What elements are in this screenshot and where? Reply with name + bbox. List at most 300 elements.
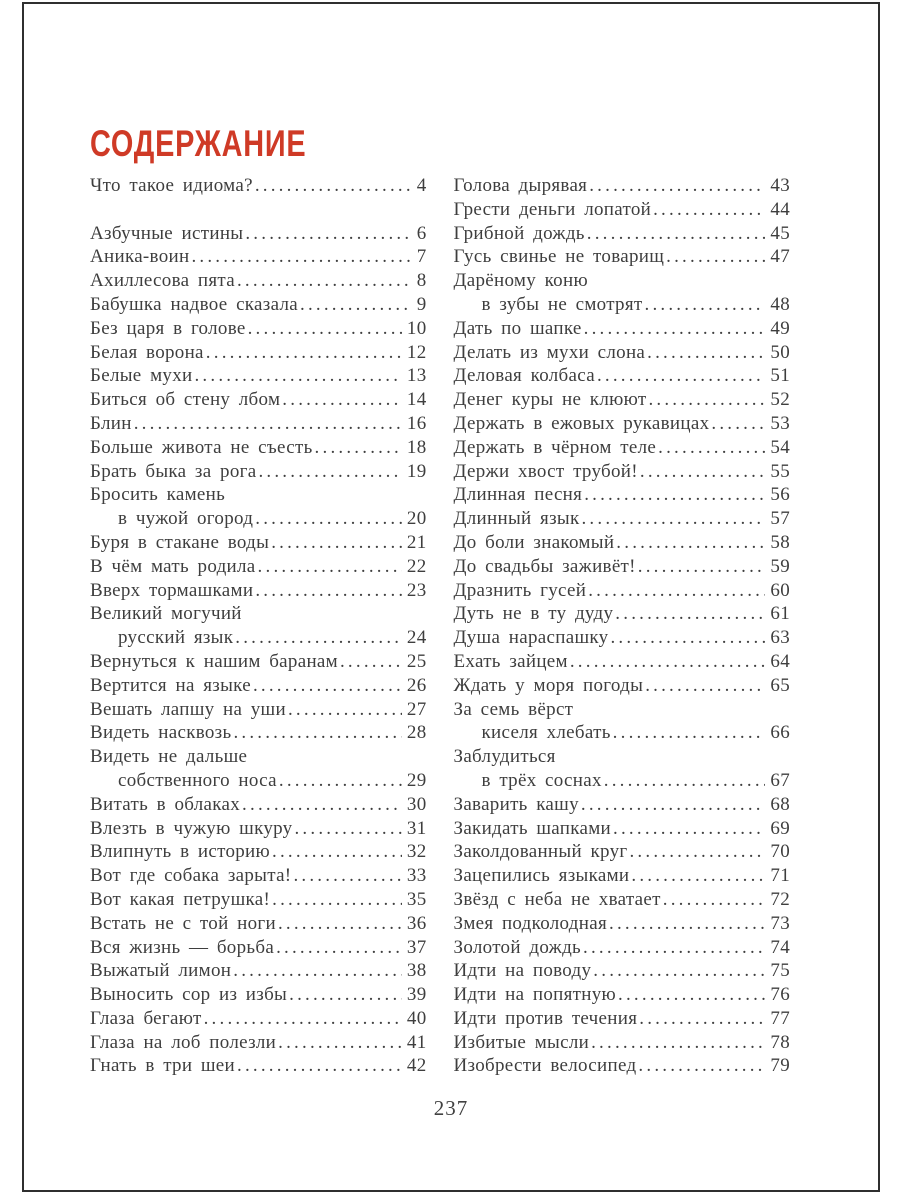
entry-page-number: 14 [406, 389, 427, 411]
toc-entry-line [90, 483, 427, 507]
toc-entry-line [454, 912, 791, 936]
entry-page-number: 43 [770, 175, 790, 196]
entry-page-number: 55 [770, 460, 790, 482]
entry-title: Брать быка за рога [90, 460, 257, 482]
dot-leader [613, 817, 765, 841]
entry-title: русский язык [118, 627, 234, 649]
toc-entry [90, 650, 427, 674]
entry-title: Встать не с той ноги [90, 912, 276, 934]
toc-entry-line [454, 245, 791, 269]
toc-entry-line [90, 341, 427, 365]
entry-page-number: 12 [406, 341, 427, 363]
entry-title: Влипнуть в историю [90, 841, 271, 863]
entry-page-number: 22 [406, 555, 427, 577]
toc-entry-line [90, 222, 427, 246]
dot-leader [597, 364, 765, 388]
entry-page-number: 35 [406, 888, 427, 910]
dot-leader [589, 174, 765, 198]
toc-entry-line [90, 936, 427, 960]
entry-title: Гнать в три шеи [90, 1055, 235, 1077]
dot-leader [648, 388, 765, 412]
entry-title: Держать в чёрном теле [453, 436, 657, 458]
entry-title: Заблудиться [453, 746, 556, 768]
entry-title: Грести деньги лопатой [453, 198, 652, 220]
toc-entry [454, 840, 791, 864]
toc-entry [90, 1054, 427, 1078]
dot-leader [631, 864, 765, 888]
toc-entry-line [90, 864, 427, 888]
entry-title: Вот где собака зарыта! [90, 865, 292, 887]
dot-leader [134, 412, 402, 436]
dot-leader [593, 959, 765, 983]
entry-page-number: 73 [770, 912, 790, 934]
dot-leader [289, 983, 402, 1007]
entry-page-number: 65 [770, 674, 790, 696]
toc-entry [454, 817, 791, 841]
entry-page-number: 18 [406, 436, 427, 458]
toc-entry-line [454, 769, 791, 793]
entry-page-number: 75 [770, 960, 790, 982]
toc-entry-line [90, 817, 427, 841]
toc-entry-line [90, 769, 427, 793]
entry-title: Влезть в чужую шкуру [90, 817, 293, 839]
entry-title: Идти против течения [453, 1007, 638, 1029]
toc-entry [90, 436, 427, 460]
entry-page-number: 76 [770, 984, 790, 1006]
entry-page-number: 10 [406, 317, 427, 339]
entry-page-number: 61 [770, 603, 790, 625]
dot-leader [711, 412, 765, 436]
toc-entry-line [90, 245, 427, 269]
entry-page-number: 16 [406, 412, 427, 434]
entry-title: Змея подколодная [453, 912, 608, 934]
toc-entry-line [454, 674, 791, 698]
toc-entry-line [454, 1031, 791, 1055]
entry-title: Ждать у моря погоды [453, 674, 644, 696]
toc-entry-line [90, 959, 427, 983]
entry-title: Буря в стакане воды [90, 531, 270, 553]
entry-title: Великий могучий [90, 603, 242, 625]
entry-page-number: 25 [406, 650, 427, 672]
toc-entry [454, 198, 791, 222]
entry-title: Бабушка надвое сказала [90, 293, 298, 315]
dot-leader [645, 293, 766, 317]
toc-entry-line [454, 364, 791, 388]
entry-page-number: 28 [406, 722, 427, 744]
toc-entry-line [454, 317, 791, 341]
entry-title: Вверх тормашками [90, 579, 254, 601]
toc-entry [454, 959, 791, 983]
toc-entry [90, 1031, 427, 1055]
entry-page-number: 36 [406, 912, 427, 934]
entry-title: Аника-воин [90, 246, 190, 268]
entry-page-number: 32 [406, 841, 427, 863]
toc-entry-line [90, 364, 427, 388]
toc-entry [90, 579, 427, 603]
entry-title: Вешать лапшу на уши [90, 698, 286, 720]
toc-entry-line [454, 555, 791, 579]
toc-entry [90, 174, 427, 198]
toc-entry [454, 364, 791, 388]
toc-entry [454, 626, 791, 650]
dot-leader [300, 293, 412, 317]
dot-leader [610, 626, 765, 650]
toc-entry-line [454, 793, 791, 817]
toc-entry [90, 912, 427, 936]
dot-leader [584, 483, 765, 507]
dot-leader [279, 769, 402, 793]
entry-page-number: 51 [770, 365, 790, 387]
dot-leader [255, 174, 412, 198]
toc-entry-line [90, 912, 427, 936]
entry-page-number: 70 [770, 841, 790, 863]
entry-page-number: 52 [770, 389, 790, 411]
toc-entry [454, 269, 791, 317]
entry-title: В чём мать родила [90, 555, 256, 577]
dot-leader [583, 936, 765, 960]
entry-title: Длинный язык [453, 508, 580, 530]
toc-entry [454, 222, 791, 246]
entry-page-number: 59 [770, 555, 790, 577]
dot-leader [255, 507, 402, 531]
dot-leader [639, 1007, 765, 1031]
entry-title: Видеть не дальше [90, 746, 248, 768]
dot-leader [591, 1031, 765, 1055]
entry-title: Что такое идиома? [90, 175, 253, 196]
entry-page-number: 44 [770, 198, 790, 220]
toc-entry [454, 436, 791, 460]
toc-entry [90, 745, 427, 793]
toc-entry [454, 674, 791, 698]
toc-entry-line [90, 674, 427, 698]
dot-leader [653, 198, 765, 222]
toc-entry-line [90, 745, 427, 769]
dot-leader [581, 507, 765, 531]
dot-leader [242, 793, 402, 817]
toc-entry-line [454, 412, 791, 436]
toc-entry-line [454, 840, 791, 864]
toc-entry [90, 341, 427, 365]
dot-leader [640, 460, 766, 484]
toc-entry [90, 364, 427, 388]
entry-page-number: 39 [406, 984, 427, 1006]
dot-leader [282, 388, 402, 412]
toc-entry [90, 721, 427, 745]
toc-entry [454, 483, 791, 507]
dot-leader [645, 674, 765, 698]
entry-title: Больше живота не съесть [90, 436, 313, 458]
entry-page-number: 21 [406, 531, 427, 553]
toc-entry-line [90, 317, 427, 341]
entry-title: Дуть не в ту дуду [453, 603, 614, 625]
entry-title: Без царя в голове [90, 317, 246, 339]
entry-title: Держать в ежовых рукавицах [453, 412, 710, 434]
dot-leader [237, 269, 412, 293]
toc-entry [90, 793, 427, 817]
toc-entry [454, 698, 791, 746]
toc-entry [90, 245, 427, 269]
entry-page-number: 33 [406, 865, 427, 887]
toc-entry-line [90, 507, 427, 531]
toc-entry [454, 1054, 791, 1078]
dot-leader [666, 245, 765, 269]
dot-leader [613, 721, 766, 745]
toc-entry [454, 888, 791, 912]
entry-title: До боли знакомый [453, 531, 615, 553]
entry-title: Ехать зайцем [453, 650, 568, 672]
toc-column-left [90, 174, 427, 1078]
toc-entry [454, 174, 791, 198]
toc-entry-line [454, 936, 791, 960]
entry-title: Длинная песня [453, 484, 583, 506]
entry-title: Блин [90, 412, 132, 434]
entry-page-number: 29 [406, 769, 427, 791]
dot-leader [233, 959, 402, 983]
toc-entry-line [454, 269, 791, 293]
dot-leader [276, 936, 402, 960]
toc-column-right [454, 174, 791, 1078]
entry-page-number: 26 [406, 674, 427, 696]
toc-entry [90, 817, 427, 841]
dot-leader [278, 1031, 402, 1055]
toc-entry [454, 602, 791, 626]
toc-entry-line [90, 1007, 427, 1031]
entry-title: Белые мухи [90, 365, 193, 387]
entry-page-number: 49 [770, 317, 790, 339]
toc-entry-line [454, 888, 791, 912]
toc-entry-line [454, 650, 791, 674]
dot-leader [288, 698, 402, 722]
toc-entry [454, 412, 791, 436]
entry-page-number: 60 [770, 579, 790, 601]
toc-entry-line [454, 222, 791, 246]
entry-page-number: 56 [770, 484, 790, 506]
dot-leader [271, 531, 402, 555]
entry-page-number: 41 [406, 1031, 427, 1053]
toc-entry-line [454, 864, 791, 888]
dot-leader [194, 364, 401, 388]
toc-entry [90, 293, 427, 317]
toc-entry [90, 936, 427, 960]
toc-entry [90, 269, 427, 293]
toc-entry-line [454, 698, 791, 722]
entry-title: Идти на попятную [453, 984, 617, 1006]
entry-title: киселя хлебать [481, 722, 611, 744]
entry-title: в зубы не смотрят [481, 293, 643, 315]
entry-page-number: 72 [770, 888, 790, 910]
dot-leader [638, 1054, 765, 1078]
toc-entry-line [454, 602, 791, 626]
entry-title: Вернуться к нашим баранам [90, 650, 338, 672]
entry-title: Зацепились языками [453, 865, 630, 887]
toc-entry [90, 674, 427, 698]
entry-page-number: 4 [416, 175, 427, 196]
footer-page-number: 237 [433, 1096, 469, 1120]
dot-leader [570, 650, 766, 674]
toc-entry-line [454, 745, 791, 769]
toc-entry [454, 531, 791, 555]
entry-page-number: 50 [770, 341, 790, 363]
entry-title: Ахиллесова пята [90, 270, 235, 292]
entry-page-number: 77 [770, 1007, 790, 1029]
toc-entry-line [454, 579, 791, 603]
toc-entry-line [90, 531, 427, 555]
toc-entry [454, 745, 791, 793]
toc-entry-line [454, 341, 791, 365]
dot-leader [647, 341, 765, 365]
entry-title: Закидать шапками [453, 817, 612, 839]
dot-leader [272, 840, 402, 864]
toc-entry [90, 555, 427, 579]
entry-page-number: 63 [770, 627, 790, 649]
toc-entry [454, 864, 791, 888]
toc-entry-line [454, 1054, 791, 1078]
toc-entry [90, 388, 427, 412]
entry-page-number: 27 [406, 698, 427, 720]
toc-entry [454, 507, 791, 531]
dot-leader [663, 888, 766, 912]
dot-leader [604, 769, 766, 793]
entry-title: Дать по шапке [453, 317, 582, 339]
entry-title: Белая ворона [90, 341, 204, 363]
entry-page-number: 7 [416, 246, 427, 268]
entry-page-number: 48 [770, 293, 790, 315]
entry-title: в трёх соснах [481, 769, 602, 791]
entry-page-number: 13 [406, 365, 427, 387]
toc-entry-line [454, 174, 791, 198]
entry-page-number: 42 [406, 1055, 427, 1077]
toc-entry-line [90, 1031, 427, 1055]
toc-entry [454, 388, 791, 412]
entry-title: Звёзд с неба не хватает [453, 888, 661, 910]
toc-entry [90, 483, 427, 531]
toc-entry-line [454, 507, 791, 531]
toc-entry [90, 1007, 427, 1031]
dot-leader [294, 817, 401, 841]
entry-title: Душа нараспашку [453, 627, 609, 649]
toc-entry-line [90, 293, 427, 317]
toc-entry-line [90, 436, 427, 460]
entry-title: Бросить камень [90, 484, 226, 506]
entry-title: Биться об стену лбом [90, 389, 281, 411]
entry-page-number: 47 [770, 246, 790, 268]
entry-page-number: 40 [406, 1007, 427, 1029]
toc-entry-line [454, 626, 791, 650]
dot-leader [191, 245, 411, 269]
entry-page-number: 74 [770, 936, 790, 958]
entry-title: Витать в облаках [90, 793, 241, 815]
dot-leader [293, 864, 401, 888]
entry-page-number: 69 [770, 817, 790, 839]
dot-leader [658, 436, 765, 460]
dot-leader [255, 579, 402, 603]
entry-page-number: 38 [406, 960, 427, 982]
toc-entry-line [90, 650, 427, 674]
toc-entry-line [90, 555, 427, 579]
toc-entry-line [454, 531, 791, 555]
toc-entry [454, 317, 791, 341]
entry-page-number: 20 [406, 508, 427, 530]
entry-title: До свадьбы заживёт! [453, 555, 636, 577]
toc-entry-line [90, 626, 427, 650]
toc-entry-line [454, 198, 791, 222]
entry-title: Вертится на языке [90, 674, 251, 696]
dot-leader [235, 626, 402, 650]
entry-page-number: 8 [416, 270, 427, 292]
toc-entry [454, 912, 791, 936]
toc-entry [454, 245, 791, 269]
dot-leader [278, 912, 402, 936]
entry-page-number: 64 [770, 650, 790, 672]
toc [90, 174, 790, 1078]
entry-page-number: 58 [770, 531, 790, 553]
entry-title: Гусь свинье не товарищ [453, 246, 665, 268]
toc-entry [454, 579, 791, 603]
toc-entry-line [90, 1054, 427, 1078]
entry-title: Золотой дождь [453, 936, 582, 958]
dot-leader [248, 317, 402, 341]
toc-entry [90, 412, 427, 436]
entry-page-number: 57 [770, 508, 790, 530]
dot-leader [258, 555, 402, 579]
toc-entry [454, 793, 791, 817]
toc-entry [454, 460, 791, 484]
entry-title: в чужой огород [118, 508, 254, 530]
dot-leader [204, 1007, 402, 1031]
toc-entry [90, 222, 427, 246]
entry-title: Держи хвост трубой! [453, 460, 638, 482]
dot-leader [233, 721, 401, 745]
entry-page-number: 19 [406, 460, 427, 482]
dot-leader [245, 222, 411, 246]
toc-entry [90, 317, 427, 341]
entry-page-number: 78 [770, 1031, 790, 1053]
page-title: СОДЕРЖАНИЕ [90, 123, 307, 164]
entry-page-number: 66 [770, 722, 790, 744]
toc-entry-line [454, 460, 791, 484]
toc-entry [90, 840, 427, 864]
toc-entry-line [454, 1007, 791, 1031]
dot-leader [629, 840, 765, 864]
entry-page-number: 71 [770, 865, 790, 887]
dot-leader [584, 317, 766, 341]
entry-title: Вот какая петрушка! [90, 888, 271, 910]
toc-entry [90, 888, 427, 912]
entry-title: Выносить сор из избы [90, 984, 288, 1006]
entry-page-number: 30 [406, 793, 427, 815]
toc-entry [454, 555, 791, 579]
toc-entry-line [90, 174, 427, 198]
dot-leader [253, 674, 402, 698]
entry-page-number: 45 [770, 222, 790, 244]
toc-entry-line [454, 483, 791, 507]
toc-entry-line [90, 460, 427, 484]
toc-entry-line [454, 293, 791, 317]
dot-leader [237, 1054, 402, 1078]
entry-title: Вся жизнь — борьба [90, 936, 275, 958]
toc-entry [454, 341, 791, 365]
toc-entry [90, 698, 427, 722]
toc-entry-line [90, 602, 427, 626]
entry-title: Грибной дождь [453, 222, 585, 244]
dot-leader [272, 888, 402, 912]
toc-entry [90, 531, 427, 555]
toc-entry-line [90, 888, 427, 912]
entry-page-number: 31 [406, 817, 427, 839]
toc-entry [454, 650, 791, 674]
toc-entry-line [454, 721, 791, 745]
entry-page-number: 6 [416, 222, 427, 244]
